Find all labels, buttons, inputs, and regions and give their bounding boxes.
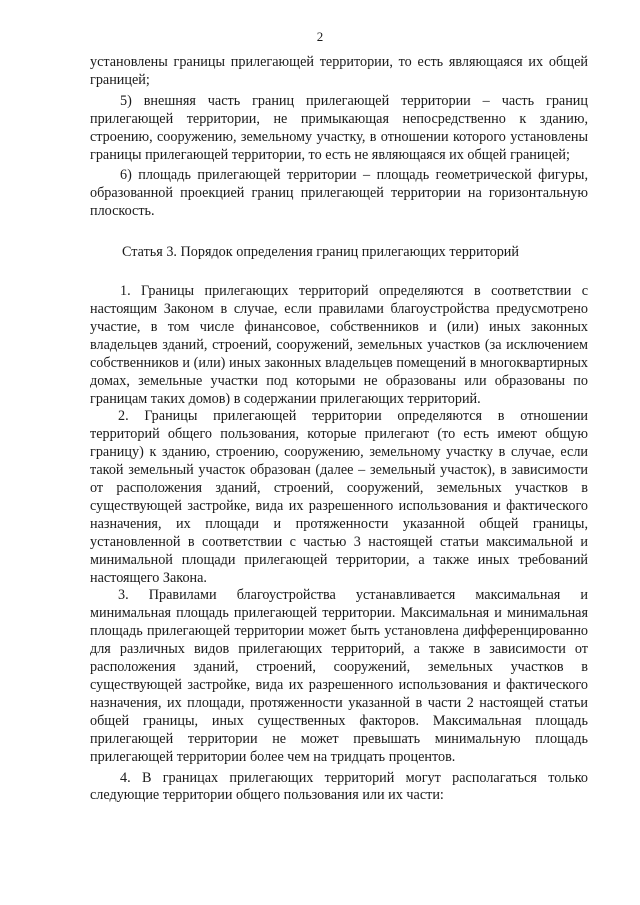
article-part-1: 1. Границы прилегающих территорий определяются в соответствии с настоящим Законом в случае, если правилами благоустройства предусмотрено участие, в том числе финансовое, собственников и (или) иных законных владельцев зданий, строений, сооружений, земельных участков (за исключением собственников и (или) иных законных владельцев помещений в многоквартирных домах, земельные участки под которыми не образованы или образованы по границам таких домов) в содержании прилегающих территорий. bbox=[90, 283, 588, 407]
document-body bbox=[90, 54, 588, 805]
article-part-4: 4. В границах прилегающих территорий могут располагаться только следующие территории общего пользования или их части: bbox=[90, 769, 588, 804]
article-heading: Статья 3. Порядок определения границ прилегающих территорий bbox=[122, 244, 519, 261]
page-number: 2 bbox=[316, 29, 324, 44]
paragraph-item-5: 5) внешняя часть границ прилегающей территории – часть границ прилегающей территории, не примыкающая непосредственно к зданию, строению, сооружению, земельному участку, в отношении которого установлены границы прилегающей территории, то есть не являющаяся их общей границей; bbox=[90, 92, 588, 163]
article-part-2: 2. Границы прилегающей территории определяются в отношении территорий общего пользования, которые прилегают (то есть имеют общую границу) к зданию, строению, сооружению, земельному участку в случае, если такой земельный участок образован (далее – земельный участок), в зависимости от расположения зданий, строений, сооружений, земельных участков в существующей застройке, вида их разрешенного использования и фактического назначения, их площади и протяженности указанной общей границы, установленной в соответствии с частью 3 настоящей статьи максимальной и минимальной площади прилегающей территории, а также иных требований настоящего Закона. bbox=[90, 408, 588, 586]
paragraph-continuation: установлены границы прилегающей территории, то есть являющаяся их общей границей; bbox=[90, 54, 588, 88]
paragraph-item-6: 6) площадь прилегающей территории – площадь геометрической фигуры, образованной проекцией границ прилегающей территории на горизонтальную плоскость. bbox=[90, 167, 588, 220]
article-part-3: 3. Правилами благоустройства устанавливается максимальная и минимальная площадь прилегающей территории. Максимальная и минимальная площадь прилегающей территории может быть установлена дифференцированно для различных видов прилегающих территорий, а также в зависимости от расположения зданий, строений, сооружений, земельных участков в существующей застройке, вида их разрешенного использования и фактического назначения, их площади, протяженности указанной в части 2 настоящей статьи общей границы, иных существенных факторов. Максимальная площадь прилегающей территории не может превышать минимальную площадь прилегающей территории более чем на тридцать процентов. bbox=[90, 587, 588, 765]
